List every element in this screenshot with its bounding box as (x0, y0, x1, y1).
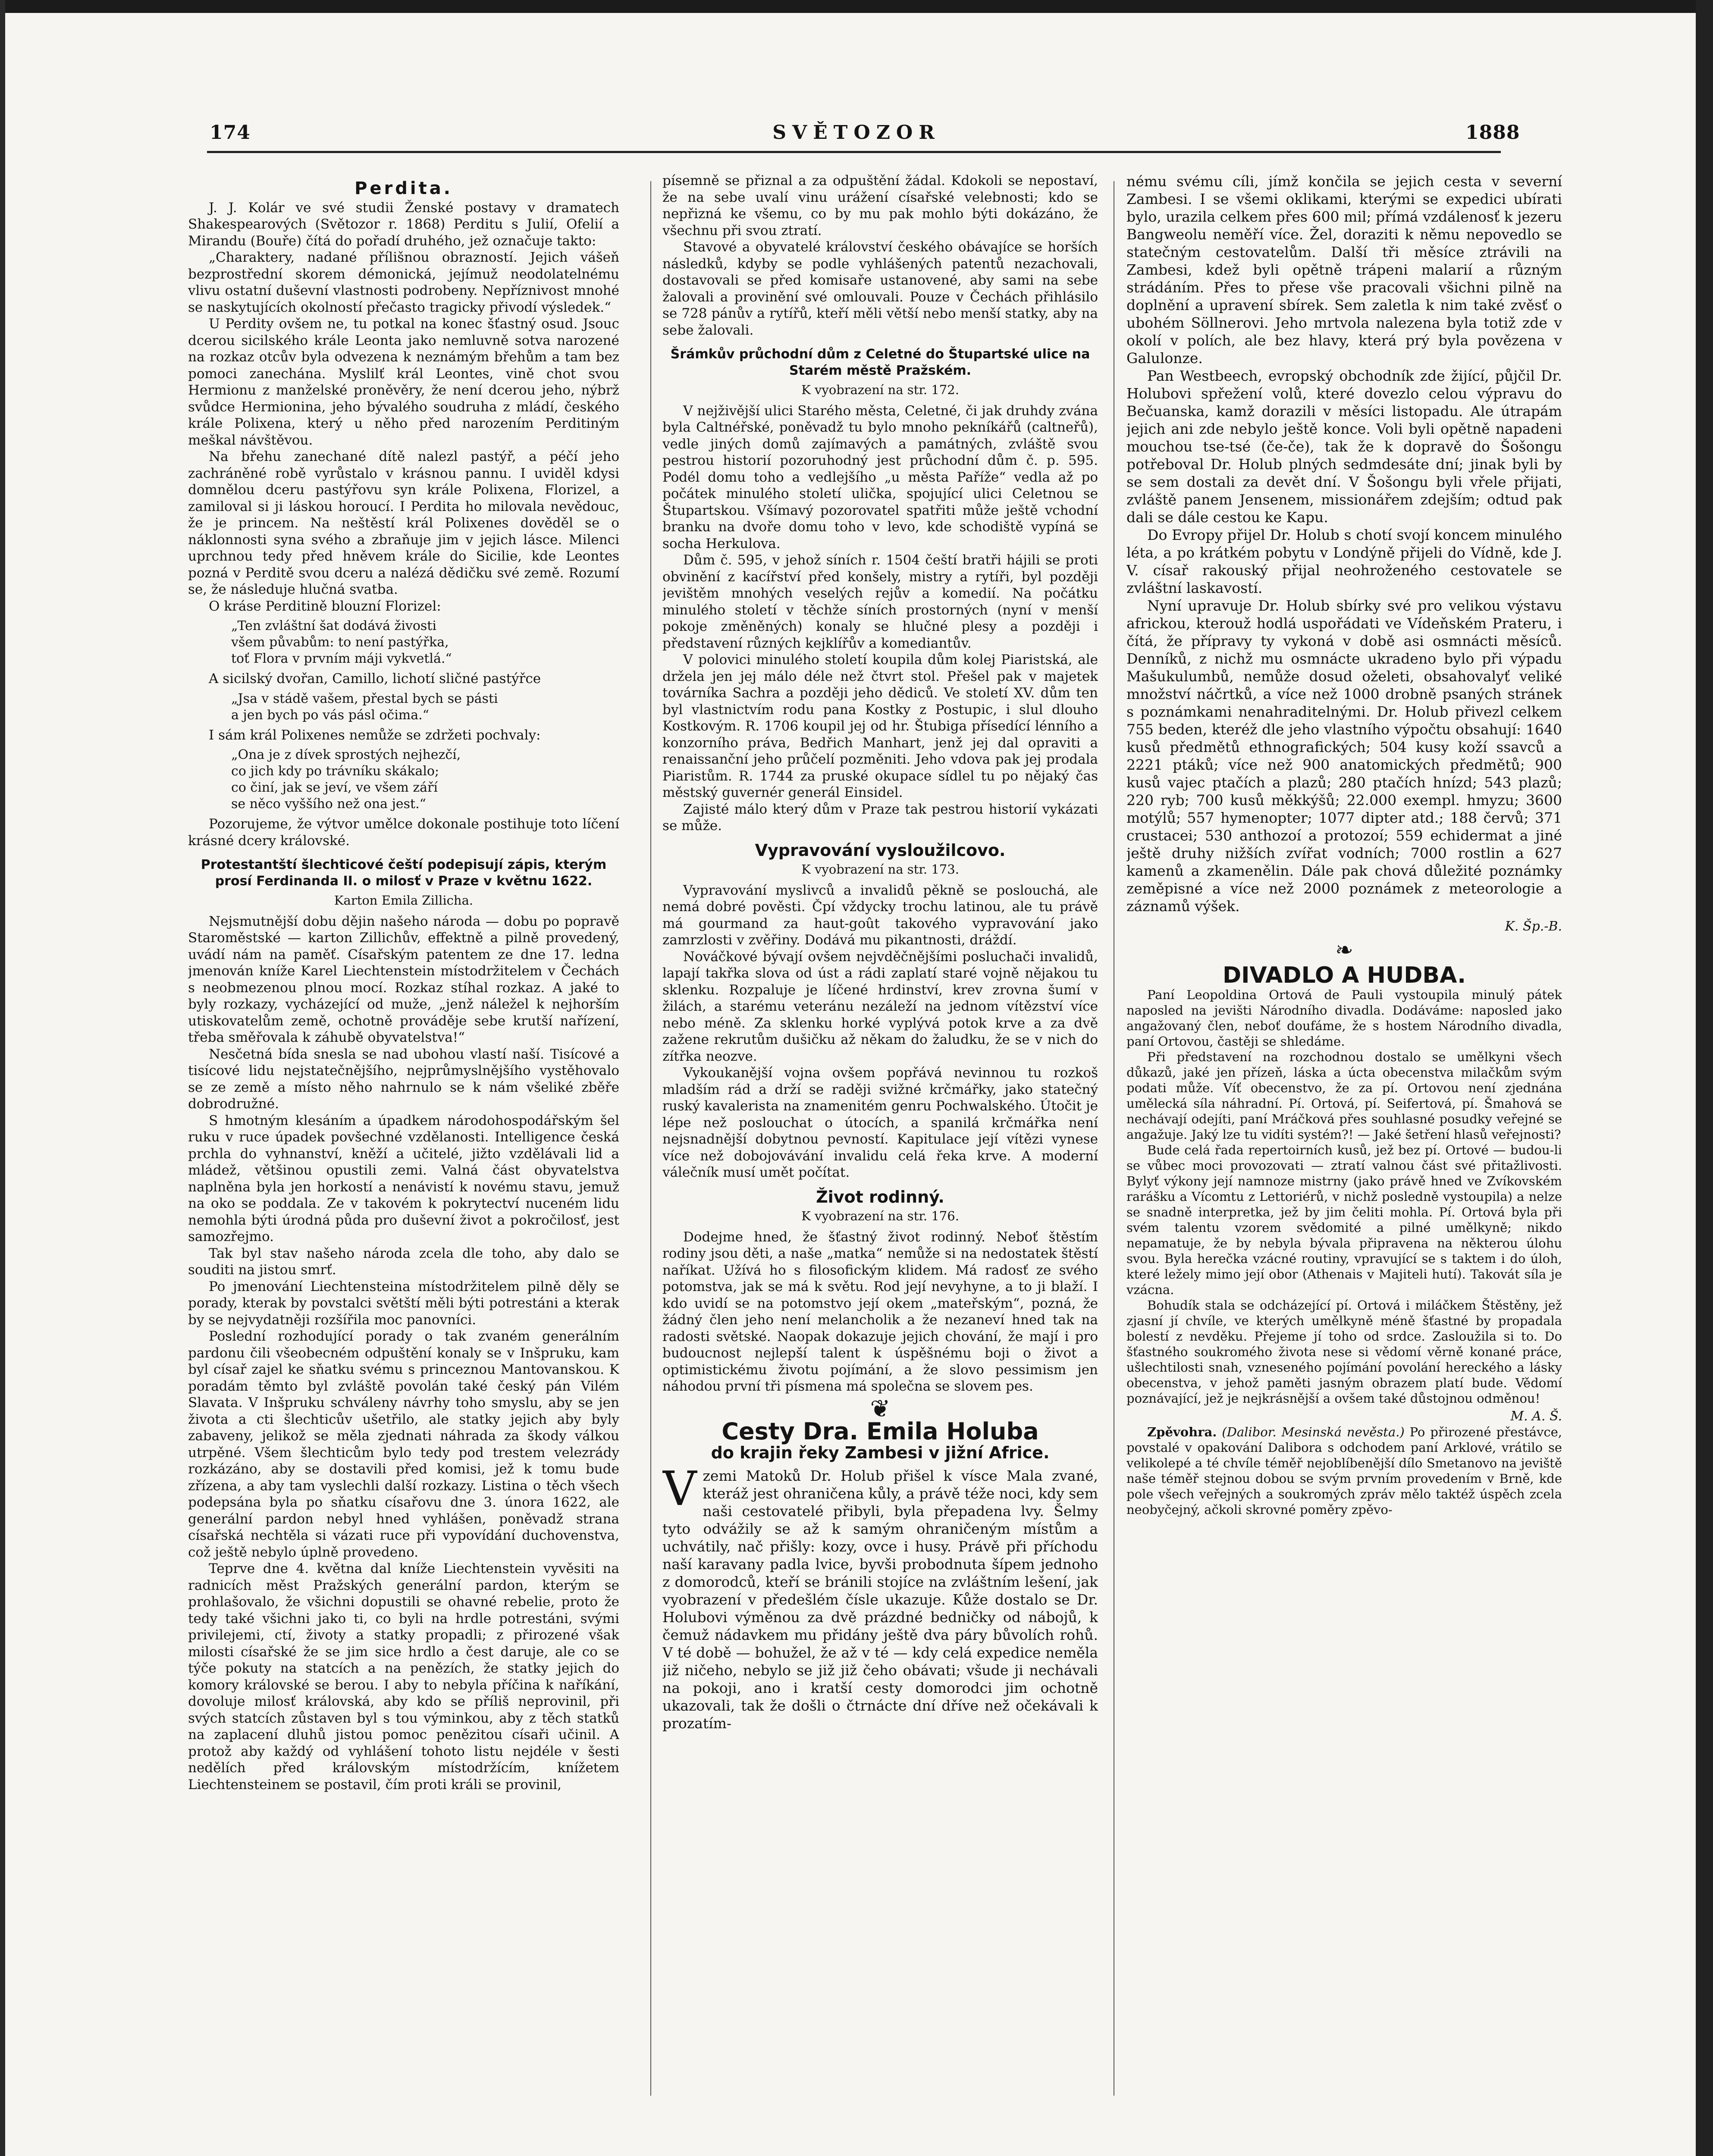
paragraph: Bohudík stala se odcházející pí. Ortová i miláčkem Štěstěny, jež zjasní jí chvíle, ve kterých umělkyně méně šťastné by propadala bolestí z nevděku. Přejeme jí toho od srdce. Zasloužila si to. Do šťastného soukromého života nese si vědomí věrně konané práce, ušlechtilosti snah, vzneseného pojímání povolání hereckého a lásky obecenstva, v jehož paměti jasným obrazem platí bude. Vědomí poznávající, jež je nejkrásnější a ovšem také důstojnou odměnou! (1126, 1298, 1562, 1406)
column-divider (650, 181, 651, 2096)
paragraph: Po jmenování Liechtensteina místodržitelem pilně děly se porady, kterak by povstalci světští měli býti potrestáni a kterak by se nejvydatněji rozšířila moc panovníci. (188, 1279, 619, 1328)
section-title-theatre-music: DIVADLO A HUDBA. (1222, 962, 1466, 988)
paragraph: písemně se přiznal a za odpuštění žádal. Kdokoli se nepostaví, že na sebe uvalí vinu urážení císařské velebnosti; kdo se nepřizná ke všemu, co by mu pak mohlo býti dokázáno, že všechnu při svou ztratí. (662, 173, 1098, 238)
column-1 (188, 172, 619, 2091)
scan-left-edge (0, 0, 5, 2156)
paragraph: Poslední rozhodující porady o tak zvaném generálním pardonu čili všeobecném odpuštění konaly se v Inšpruku, kam byl císař zajel ke sňatku svému s princeznou Mantovanskou. K poradám těmto byl zvláště povolán také český pán Vilém Slavata. V Inšpruku schváleny návrhy toho smyslu, aby se jen života a cti šlechticův ušetřilo, ale statky jejich aby byly zabaveny, jelikož se měla zjednati náhrada za škody válkou utrpěné. Všem šlechticům bylo tedy pod trestem velezrády rozkázáno, aby se dostavili před komisi, jež k tomu bude zřízena, a aby tam vyslechli další rozkazy. Listina o těch všech podepsána byla po sňatku císařovu dne 3. února 1622, ale generální pardon nebyl hned vyhlášen, poněvadž strana císařská nechtěla si vázati ruce při vypovídání duchovenstva, což ještě nebylo úplně provedeno. (188, 1329, 619, 1560)
paragraph: S hmotným klesáním a úpadkem národohospodářským šel ruku v ruce úpadek povšechné vzdělanosti. Intelligence česká prchla do vyhnanství, kněží a učitelé, jižto vzdělávali lid a mládež, většinou opustili zemi. Valná část obyvatelstva naplněna byla jen horkostí a nenávistí k novému stavu, jemuž na oko se poddala. Ze v takovém k pokrytectví nuceném lidu nemohla býti úrodná půda pro duševní život a pokročilosť, jest samozřejmo. (188, 1112, 619, 1244)
article-title-perdita: Perdita. (355, 179, 453, 198)
drop-cap: V (662, 1461, 697, 1516)
verse: „Ona je z dívek sprostých nejhezčí, co jich kdy po trávníku skákalo; co činí, jak se jeví, ve všem září se něco vyššího než ona jest.“ (231, 747, 461, 812)
paragraph: Nejsmutnější dobu dějin našeho národa — dobu po popravě Staroměstské — karton Zillichův, effektně a pilně provedený, uvádí nám na paměť. Císařským patentem ze dne 17. ledna jmenován kníže Karel Liechtenstein místodržitelem v Čechách s neobmezenou plnou mocí. Rozkaz stíhal rozkaz. A jaké to byly rozkazy, vycházející od muže, „jenž náležel k nejhorším utiskovatelům země, ochotně prováděje sebe krutší nařízení, třeba směřovala k záhubě obyvatelstva!“ (188, 913, 619, 1045)
paragraph: Pan Westbeech, evropský obchodník zde žijící, půjčil Dr. Holubovi spřežení volů, které dovezlo celou výpravu do Bečuanska, kamž dorazili v měsíci listopadu. Ale útrapám jejich ani zde nebylo ještě konce. Voli byli opětně napadeni mouchou tse-tsé (če-če), tak že k dopravě do Šošongu potřeboval Dr. Holub plných sedmdesáte dní; jinak byli by se sem dostali za devět dní. V Šošongu byli vřele přijati, zvláště panem Jensenem, missionářem zdejším; odtud pak dali se dále cestou ke Kapu. (1126, 367, 1562, 526)
year: 1888 (1465, 122, 1520, 144)
article-title-veteran: Vypravování vysloužilcovo. (755, 840, 1006, 860)
paragraph: Nesčetná bída snesla se nad ubohou vlastí naší. Tisícové a tisícové lidu nejstatečnějšího, nejprůmyslnějšího vystěhovalo se ze země a místo něho nahrnulo se k nám všeliké zběře dobrodružné. (188, 1046, 619, 1112)
column-3 (1126, 172, 1562, 2091)
paragraph: V polovici minulého století koupila dům kolej Piaristská, ale držela jen jej málo déle než čtvrt stol. Přešel pak v majetek továrníka Sachra a později jeho dědiců. Ve století XV. dům ten byl vlastnictvím rodu pana Kostky z Postupic, i slul dlouho Kostkovým. R. 1706 koupil jej od hr. Štubiga přísedící lénního a konzorního práva, Bedřich Manhart, jenž jej dal opraviti a renaissanční jeho průčelí pozměniti. Jeho vdova pak jej prodala Piaristům. R. 1744 za pruské okupace sídlel tu po nějaký čas městský guvernér generál Einsidel. (662, 652, 1098, 800)
paragraph: Nyní upravuje Dr. Holub sbírky své pro velikou výstavu africkou, kterouž hodlá uspořádati ve Vídeňském Prateru, i čítá, že přípravy ty vykoná v době asi osmnácti měsíců. Denníků, z nichž mu osmnácte ukradeno bylo při výpadu Mašukulumbů, nemůže dosud oželeti, obsahovalyť veliké množství náčrtků, a více než 1000 drobně psaných stránek s poznámkami nenahraditelnými. Dr. Holub přivezl celkem 755 beden, kteréž dle jeho vlastního výpočtu obsahují: 1640 kusů předmětů ethnografických; 504 kusy koží ssavců a 2221 ptáků; více než 900 anatomických předmětů; 900 kusů vajec ptačích a plazů; 280 ptačích hnízd; 543 plazů; 220 ryb; 700 kusů měkkýšů; 22.000 exempl. hmyzu; 3600 motýlů; 557 hymenopter; 1077 dipter atd.; 188 červů; 371 crustacei; 530 anthozoí a protozoí; 559 echidermat a jiné ještě druhy nižších zvířat vodních; 7000 rostlin a 627 kamenů a zkamenělin. Dále pak chová důležité poznámky zeměpisné a více než 2000 poznámek z meteorologie a záznamů výšek. (1126, 597, 1562, 915)
paragraph (662, 1461, 1098, 1732)
column-2 (662, 172, 1098, 2091)
paragraph: Vypravování myslivců a invalidů pěkně se poslouchá, ale nemá dobré pověsti. Čpí vždycky trochu latinou, ale tu právě má gourmand za haut-goût takového vypravování jako zamrzlosti v zvěřiny. Dodává mu pikantnosti, dráždí. (662, 882, 1098, 948)
quote-paragraph: „Charaktery, nadané přílišnou obrazností. Jejich vášeň bezprostřední skorem démonická, jejímuž neodolatelnému vlivu ostatní duševní vlastnosti podrobeny. Nepříznivost mnohé se naskytujících okolností přečasto tragicky přivodí výsledek.“ (188, 250, 619, 315)
header-rule (207, 151, 1501, 153)
paragraph: Nováčkové bývají ovšem nejvděčnějšími posluchači invalidů, lapají takřka slova od úst a rádi zaplatí staré vojně nějakou tu sklenku. Rozpaluje je líčené hrdinství, krev zrovna šumí v žilách, a starému veteránu nezáleží na jednom vítězství více nebo méně. Za sklenku horké vyplývá potok krve a za dvě zažene rekrutům dušičku až někam do žaludku, že se v nich do zítřka neozve. (662, 949, 1098, 1064)
article-subtitle: K vyobrazení na str. 173. (801, 862, 959, 877)
journal-title: SVĚTOZOR (772, 122, 941, 144)
signature: M. A. Š. (1510, 1409, 1562, 1424)
paragraph-text: Po přirozené přestávce, povstalé v opakování Dalibora s odchodem paní Arklové, vrátilo se velikolepé a té chvíle téměř nejoblíbenější dílo Smetanovo na jeviště naše téměř stejnou dobou se svým prvním provedením v Brně, kde pole všech veřejných a soukromých zpráv mělo taktéž úspěch zcela neobyčejný, ačkoli skrovné poměry zpěvo- (1126, 1425, 1562, 1517)
paragraph: Tak byl stav našeho národa zcela dle toho, aby dalo se souditi na jistou smrť. (188, 1245, 619, 1278)
article-title-holub: Cesty Dra. Emila Holuba (722, 1418, 1039, 1445)
scan-right-edge (1696, 0, 1713, 2156)
article-title-protestants: Protestantští šlechticové čeští podepisují zápis, kterým prosí Ferdinanda II. o milosť v Praze v květnu 1622. (201, 857, 607, 889)
paragraph: nému svému cíli, jímž končila se jejich cesta v severní Zambesi. I se všemi oklikami, kterými se expedici ubírati bylo, urazila celkem přes 600 mil; přímá vzdálenosť k jezeru Bangweolu neměří více. Žel, doraziti k němu nepovedlo se statečným cestovatelům. Další tři měsíce ztrávili na Zambesi, kdež byli opětně trápeni malarií a různým strádáním. Přes to přese vše pracovali všichni pilně na doplnění a upravení sbírek. Sem zaletla k nim také zvěsť o ubohém Söllnerovi. Jeho mrtvola nalezena byla totiž zde v okolí v polích, ale bez hlavy, která prý byla povězena v Galulonze. (1126, 173, 1562, 367)
paragraph: Stavové a obyvatelé království českého obávajíce se horších následků, kdyby se podle vyhlášených patentů nezachovali, dostavovali se před komisaře ustanovené, aby sami na sebe žalovali a provinění své omlouvali. Pouze v Čechách přihlásilo se 728 pánův a rytířů, kteří měli větší nebo menší statky, aby na sebe žalovali. (662, 239, 1098, 338)
paragraph: Zajisté málo který dům v Praze tak pestrou historií vykázati se může. (662, 801, 1098, 834)
section-label: Zpěvohra. (1147, 1425, 1217, 1439)
verse: „Jsa v stádě vašem, přestal bych se pásti a jen bych po vás pásl očima.“ (231, 691, 498, 723)
theatre-section (1126, 987, 1562, 1517)
paragraph: Teprve dne 4. května dal kníže Liechtenstein vyvěsiti na radnicích měst Pražských generální pardon, kterým se prohlašovalo, že všichni dopustili se ohavné rebelie, proto že tedy také všichni jako ti, co byli na hrdle potrestáni, svými privilejemi, ctí, životy a statky propadli; z přirozené však milosti císařské že se jim sice hrdlo a čest daruje, ale co se týče pokuty na statcích a na penězích, že statky jejich do komory královské se berou. I aby to nebyla příčina k naříkání, dovoluje milosť královská, aby kdo se příliš neprovinil, při svých statcích zůstaven byl s tou výminkou, aby z těch statků na zaplacení dluhů jistou pomoc penězitou císaři učinil. A protož aby každý od vyhlášení tohoto listu nejdéle v šesti nedělích před královským místodržícím, knížetem Liechtensteinem se postavil, čím proti králi se provinil, (188, 1561, 619, 1792)
paragraph: Dům č. 595, v jehož síních r. 1504 čeští bratři hájili se proti obvinění z kacířství před konšely, mistry a rytíři, byl později jevištěm mnohých veselých rejův a komedií. Na počátku minulého století v těchže síních prostorných (nyní v menší pokoje změněných) konaly se hlučné plesy a později i představení různých kejklířův a komediantův. (662, 552, 1098, 651)
paragraph: I sám král Polixenes nemůže se zdržeti pochvaly: (209, 727, 541, 743)
signature: K. Šp.-B. (1505, 919, 1562, 934)
verse: „Ten zvláštní šat dodává živosti všem půvabům: to není pastýřka, toť Flora v prvním máji vykvetlá.“ (231, 618, 452, 666)
paragraph: Při představení na rozchodnou dostalo se umělkyni všech důkazů, jaké jen přízeň, láska a úcta obecenstva milačkům svým podati může. Víť obecenstvo, že za pí. Ortovou není zjednána umělecká síla náhradní. Pí. Ortová, pí. Seifertová, pí. Šmahová se nechávají odejíti, paní Mráčková přes souhlasné posudky veřejné se angažuje. Jaký lze tu vidíti systém?! — Jaké šetření hlasů veřejnosti? (1126, 1050, 1562, 1142)
article-title-family-life: Život rodinný. (816, 1187, 944, 1206)
paragraph-text: zemi Matoků Dr. Holub přišel k vísce Mala zvané, kteráž jest ohraničena kůly, a právě téže noci, kdy sem naši cestovatelé přibyli, byla přepadena lvy. Šelmy tyto odvážily se až k samým ohraničeným místům a uchvátily, nač přišly: kozy, ovce i husy. Právě při příchodu naší karavany padla lvice, byvši probodnuta šípem jednoho z domorodců, kteří se bránili stojíce na zvláštním lešení, jak vyobrazení v předešlém čísle ukazuje. Kůže dostalo se Dr. Holubovi výměnou za dvě prázdné bedničky od nábojů, k čemuž nádavkem mu přidány ještě dva páry bůvolích rohů. V té době — bohužel, že až v té — kdy celá expedice neměla již ničeho, nebylo se již již čeho obávati; všude ji nechávali na pokoji, ano i kratší cesty domorodci jim ochotně ukazovali, tak že došli o čtrnácte dní dříve než očekávali k prozatím- (662, 1467, 1098, 1732)
paragraph: Bude celá řada repertoirních kusů, jež bez pí. Ortové — budou-li se vůbec moci provozovati — ztratí valnou část své přitažlivosti. Bylyť výkony její namnoze mistrny (jako právě hned ve Zvíkovském rarášku a Vícomtu z Lettoriérů, v nichž posledně vystoupila) a nelze se snadně interpretka, jež by jim čeliti mohla. Pí. Ortová byla při svém talentu vzorem svědomité a pilné umělkyně; nikdo nepamatuje, že by nebyla bývala připravena na některou úlohu svou. Byla herečka vzácné routiny, vpravující se s taktem i do úloh, které ležely mimo její obor (Athenais v Majiteli hutí). Takovát síla je vzácna. (1126, 1143, 1562, 1297)
paragraph: V nejživější ulici Starého města, Celetné, či jak druhdy zvána byla Caltnéřské, poněvadž tu bylo mnoho pekníkářů (caltneřů), vedle jiných domů zajímavých a památných, zvláště svou pestrou historií pozoruhodný jest průchodní dům č. p. 595. Podél domu toho a vedlejšího „u města Paříže“ vedla až po počátek minulého století ulička, spojující ulici Celetnou se Štupartskou. Všímavý pozorovatel spatřiti může ještě vchodní branku na dvoře domu toho v levo, kde schodiště vypíná se socha Herkulova. (662, 403, 1098, 552)
article-title-sramek-house: Šrámkův průchodní dům z Celetné do Štupartské ulice na Starém městě Pražském. (670, 347, 1090, 378)
paragraph: Dodejme hned, že šťastný život rodinný. Neboť štěstím rodiny jsou děti, a naše „matka“ nemůže si na nedostatek štěstí naříkat. Užívá ho s filosofickým klidem. Má radosť ze svého potomstva, jak se má k světu. Rod její nevyhyne, a to ji blaží. I kdo uvidí se na potomstvo její okem „mateřským“, pozná, že žádný člen jeho není melancholik a že nezaneví hned tak na radosti světské. Naopak dokazuje jejich chování, že mají i pro budoucnost nejlepší talent k úspěšnému boji o život a optimistickému životu pojímání, a že slovo pessimism jen náhodou první tři písmena má společna se slovem pes. (662, 1229, 1098, 1394)
ornament-icon: ❧ (1335, 937, 1353, 962)
paragraph (1126, 1424, 1562, 1517)
paragraph: Pozorujeme, že výtvor umělce dokonale postihuje toto líčení krásné dcery královské. (188, 816, 619, 849)
paragraph: A sicilský dvořan, Camillo, lichotí sličné pastýřce (209, 671, 541, 686)
ornament-icon: ❦ (870, 1395, 891, 1423)
paragraph: O kráse Perditině blouzní Florizel: (209, 598, 441, 614)
article-subtitle: K vyobrazení na str. 176. (801, 1209, 959, 1223)
paragraph: Vykoukanější vojna ovšem popřává nevinnou tu rozkoš mladším rád a drží se raději svižné krčmářky, jako statečný ruský kavalerista na znamenitém genru Pochwalského. Útočit je lépe než poslouchat o útocích, a spanilá krčmářka není nejsnadnější dobytnou pevností. Kapitulace její vítězi vynese více než dobojovávání invalidu celá řeka krve. A moderní válečník musí umět počítat. (662, 1065, 1098, 1180)
scan-top-edge (0, 0, 1713, 13)
paragraph: Paní Leopoldina Ortová de Pauli vystoupila minulý pátek naposled na jevišti Národního divadla. Dodáváme: naposled jako angažovaný člen, neboť doufáme, že s hostem Národního divadla, paní Ortovou, častěji se shledáme. (1126, 987, 1562, 1049)
article-subtitle: K vyobrazení na str. 172. (801, 382, 959, 397)
work-title: (Dalibor. Mesinská nevěsta.) (1222, 1425, 1405, 1439)
paragraph: U Perdity ovšem ne, tu potkal na konec šťastný osud. Jsouc dcerou sicilského krále Leonta jako nemluvně sotva narozené na rozkaz otcův byla odvezena k neznámým břehům a tam bez pomoci zanechána. Myslilť král Leontes, vině chot svou Hermionu z manželské proněvěry, že není dcerou jeho, nýbrž svůdce Hermionina, jeho bývalého soudruha z mládí, českého krále Polixena, který u něho před narozením Perditiným meškal návštěvou. (188, 316, 619, 448)
page-number: 174 (210, 122, 251, 144)
article-subtitle: Karton Emila Zillicha. (334, 893, 474, 908)
article-subtitle-holub: do krajin řeky Zambesi v jižní Africe. (711, 1443, 1050, 1462)
paragraph: J. J. Kolár ve své studii Ženské postavy v dramatech Shakespearových (Světozor r. 1868) Perditu s Julií, Ofelií a Mirandu (Bouře) čítá do pořadí druhého, jež označuje takto: (188, 200, 619, 249)
paragraph: Na břehu zanechané dítě nalezl pastýř, a péčí jeho zachráněné robě vyrůstalo v krásnou pannu. I uviděl kdysi domnělou dceru pastýřovu syn krále Polixena, Florizel, a zamiloval si ji láskou horoucí. I Perdita ho milovala nevědouc, že je princem. Na neštěstí král Polixenes dověděl se o náklonnosti syna svého a zbraňuje jim v jejich lásce. Milenci uprchnou tedy před hněvem krále do Sicilie, kde Leontes pozná v Perditě svou dceru a nalézá dědičku své země. Rozumí se, že následuje hlučná svatba. (188, 449, 619, 597)
paragraph: Do Evropy přijel Dr. Holub s chotí svojí koncem minulého léta, a po krátkém pobytu v Londýně přijeli do Vídně, kde J. V. císař rakouský přijal neohroženého cestovatele se zvláštní laskavostí. (1126, 526, 1562, 596)
